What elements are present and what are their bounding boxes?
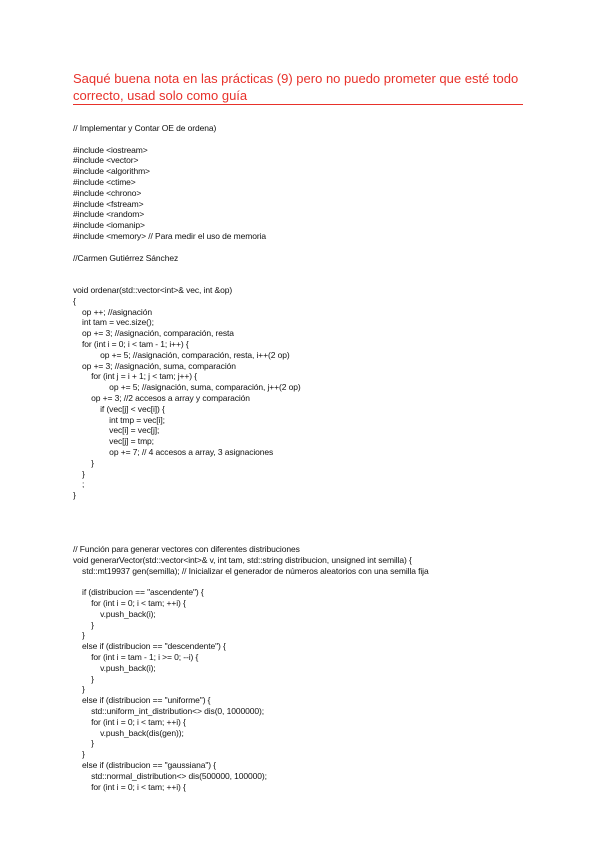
code-line: for (int i = 0; i < tam; ++i) { xyxy=(73,716,186,727)
code-line: #include <iomanip> xyxy=(73,220,145,231)
code-line: for (int j = i + 1; j < tam; j++) { xyxy=(73,371,197,382)
code-line: for (int i = 0; i < tam; ++i) { xyxy=(73,781,186,792)
code-line: op += 7; // 4 accesos a array, 3 asignaciones xyxy=(73,446,274,457)
code-line: void ordenar(std::vector<int>& vec, int &op) xyxy=(73,284,233,295)
code-line: #include <iostream> xyxy=(73,144,148,155)
code-line: } xyxy=(73,684,85,695)
code-line: #include <algorithm> xyxy=(73,166,150,177)
code-line: op ++; //asignación xyxy=(73,306,152,317)
code-line: op += 5; //asignación, suma, comparación, j++(2 op) xyxy=(73,382,301,393)
code-line: #include <vector> xyxy=(73,155,139,166)
code-line: } xyxy=(73,619,94,630)
code-line: for (int i = tam - 1; i >= 0; --i) { xyxy=(73,652,199,663)
code-line: } xyxy=(73,673,94,684)
code-line: #include <chrono> xyxy=(73,187,142,198)
code-line: { xyxy=(73,295,76,306)
code-line: for (int i = 0; i < tam - 1; i++) { xyxy=(73,338,189,349)
code-line: if (distribucion == "ascendente") { xyxy=(73,587,204,598)
code-line xyxy=(73,134,573,145)
code-line: #include <memory> // Para medir el uso de memoria xyxy=(73,230,267,241)
separator-line xyxy=(73,104,523,105)
code-line: //Carmen Gutiérrez Sánchez xyxy=(73,252,179,263)
code-line: // Función para generar vectores con diferentes distribuciones xyxy=(73,544,300,555)
code-line: int tam = vec.size(); xyxy=(73,317,154,328)
code-line: } xyxy=(73,630,85,641)
code-line xyxy=(73,274,573,285)
code-line: } xyxy=(73,738,94,749)
code-line: v.push_back(i); xyxy=(73,608,156,619)
code-line: } xyxy=(73,749,85,760)
code-line xyxy=(73,576,573,587)
code-line: for (int i = 0; i < tam; ++i) { xyxy=(73,598,186,609)
code-line xyxy=(73,512,573,523)
code-line: v.push_back(i); xyxy=(73,662,156,673)
code-line: op += 3; //2 accesos a array y comparación xyxy=(73,392,250,403)
code-listing xyxy=(73,123,573,792)
code-line: op += 3; //asignación, suma, comparación xyxy=(73,360,236,371)
code-line: #include <ctime> xyxy=(73,176,136,187)
code-line: ; xyxy=(73,479,85,490)
code-line: } xyxy=(73,490,76,501)
code-line: else if (distribucion == "uniforme") { xyxy=(73,695,211,706)
code-line xyxy=(73,263,573,274)
code-line: } xyxy=(73,468,85,479)
code-line: vec[i] = vec[j]; xyxy=(73,425,160,436)
code-line: int tmp = vec[i]; xyxy=(73,414,165,425)
code-line: op += 5; //asignación, comparación, resta, i++(2 op) xyxy=(73,349,290,360)
code-line: v.push_back(dis(gen)); xyxy=(73,727,184,738)
code-line xyxy=(73,501,573,512)
code-line: #include <random> xyxy=(73,209,145,220)
code-line xyxy=(73,522,573,533)
code-line xyxy=(73,242,573,253)
code-line: std::uniform_int_distribution<> dis(0, 1000000); xyxy=(73,706,264,717)
code-line: void generarVector(std::vector<int>& v, int tam, std::string distribucion, unsigned int semilla) { xyxy=(73,554,412,565)
code-line: op += 3; //asignación, comparación, resta xyxy=(73,328,234,339)
code-line: std::mt19937 gen(semilla); // Inicializar el generador de números aleatorios con una semilla fija xyxy=(73,565,429,576)
disclaimer-note: Saqué buena nota en las prácticas (9) pero no puedo prometer que esté todo correcto, usad solo como guía xyxy=(73,71,519,103)
code-line: #include <fstream> xyxy=(73,198,144,209)
code-line: vec[j] = tmp; xyxy=(73,436,154,447)
code-line: std::normal_distribution<> dis(500000, 100000); xyxy=(73,770,267,781)
code-line xyxy=(73,533,573,544)
code-line: else if (distribucion == "descendente") { xyxy=(73,641,226,652)
code-line: if (vec[j] < vec[i]) { xyxy=(73,403,165,414)
code-line: } xyxy=(73,457,94,468)
code-line: // Implementar y Contar OE de ordena) xyxy=(73,123,217,133)
code-line: else if (distribucion == "gaussiana") { xyxy=(73,760,217,771)
